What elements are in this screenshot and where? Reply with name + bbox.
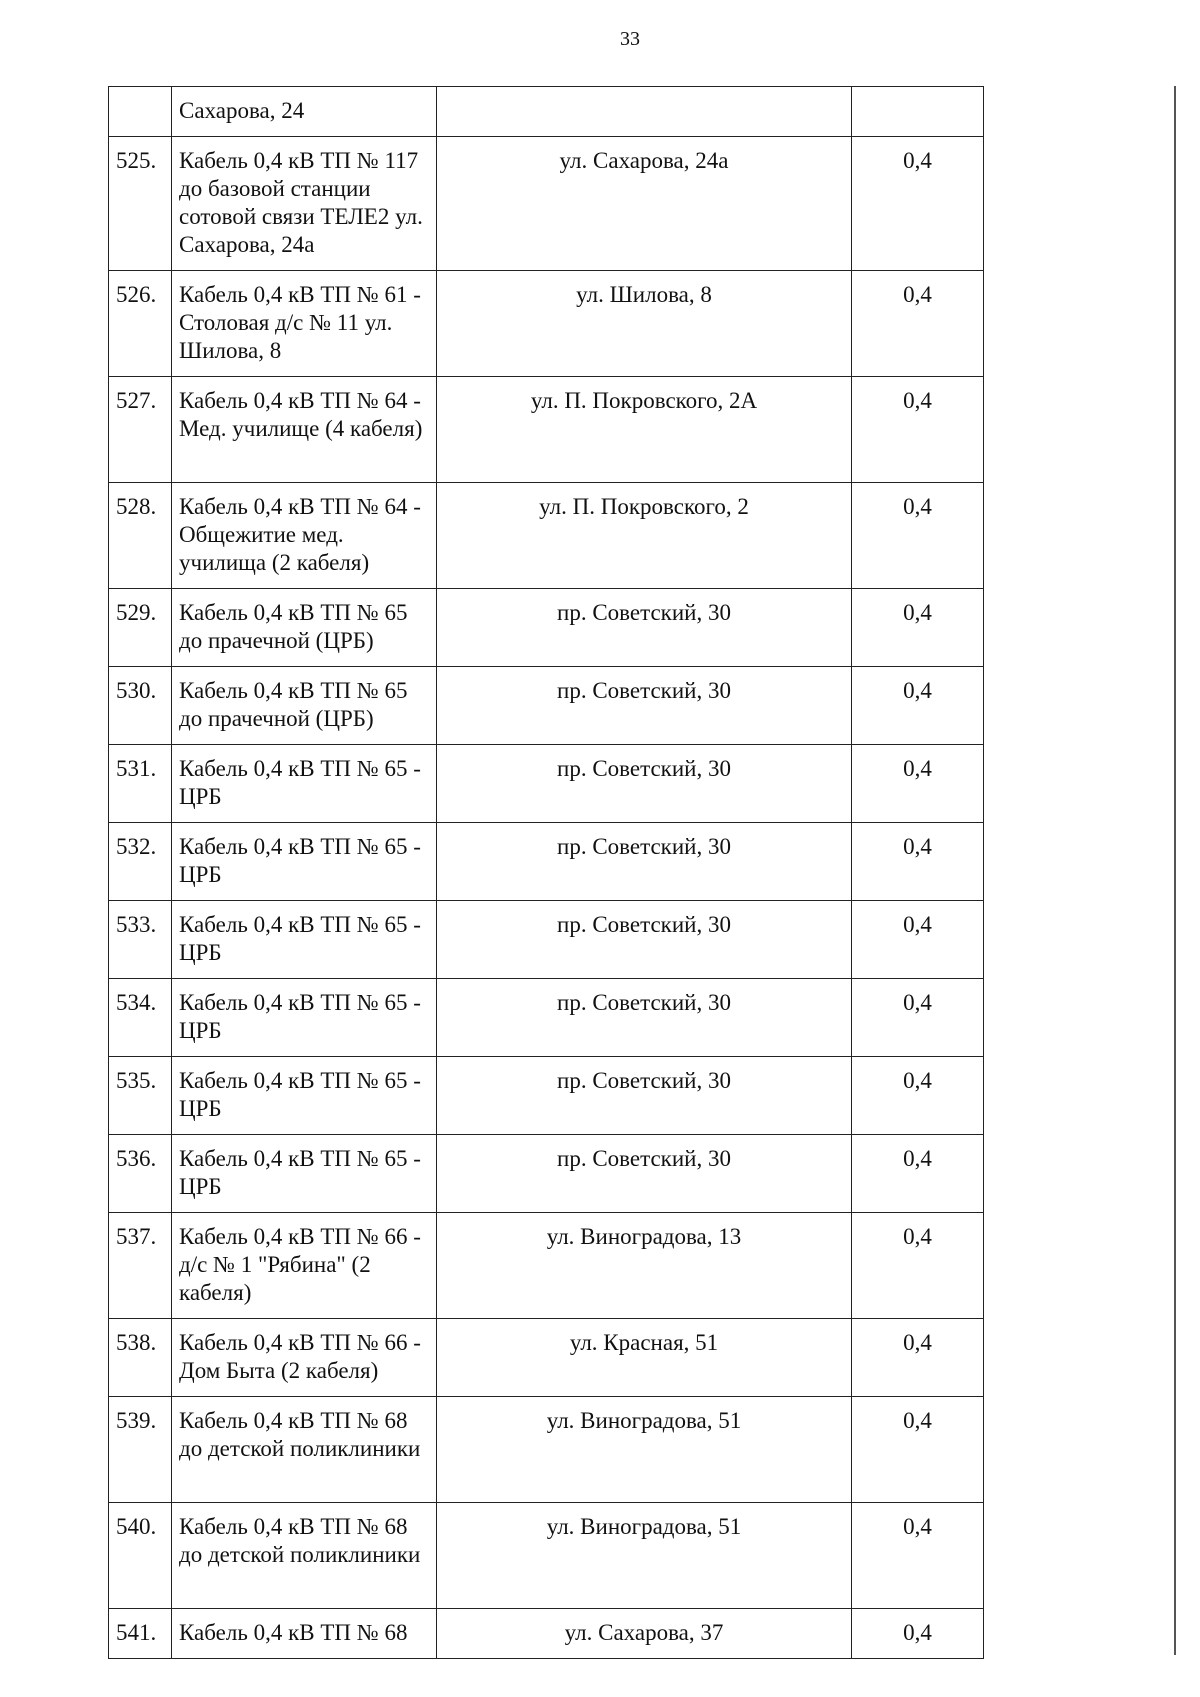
- address-cell: ул. Сахарова, 24а: [437, 137, 852, 271]
- cable-name-cell: Кабель 0,4 кВ ТП № 117 до базовой станции сотовой связи ТЕЛЕ2 ул. Сахарова, 24а: [172, 137, 437, 271]
- table-row: [109, 745, 984, 823]
- voltage-cell: 0,4: [852, 483, 984, 589]
- cable-name-cell: Кабель 0,4 кВ ТП № 66 - д/с № 1 "Рябина" (2 кабеля): [172, 1213, 437, 1319]
- cable-name-cell: Кабель 0,4 кВ ТП № 68 до детской поликлиники: [172, 1397, 437, 1503]
- row-number-cell: 538.: [109, 1319, 172, 1397]
- table-row: [109, 667, 984, 745]
- cable-name-cell: Кабель 0,4 кВ ТП № 64 - Мед. училище (4 кабеля): [172, 377, 437, 483]
- row-number-cell: 539.: [109, 1397, 172, 1503]
- row-number-cell: 536.: [109, 1135, 172, 1213]
- address-cell: пр. Советский, 30: [437, 901, 852, 979]
- row-number-cell: 535.: [109, 1057, 172, 1135]
- voltage-cell: 0,4: [852, 1609, 984, 1659]
- row-number-cell: 528.: [109, 483, 172, 589]
- table-row: [109, 483, 984, 589]
- address-cell: ул. П. Покровского, 2: [437, 483, 852, 589]
- table-row: [109, 979, 984, 1057]
- cable-name-cell: Кабель 0,4 кВ ТП № 68 до детской поликлиники: [172, 1503, 437, 1609]
- address-cell: пр. Советский, 30: [437, 745, 852, 823]
- right-margin-rule: [1174, 86, 1176, 1655]
- voltage-cell: 0,4: [852, 1057, 984, 1135]
- cable-name-cell: Кабель 0,4 кВ ТП № 65 - ЦРБ: [172, 745, 437, 823]
- address-cell: [437, 87, 852, 137]
- cable-name-cell: Кабель 0,4 кВ ТП № 65 до прачечной (ЦРБ): [172, 667, 437, 745]
- row-number-cell: 529.: [109, 589, 172, 667]
- voltage-cell: [852, 87, 984, 137]
- row-number-cell: 525.: [109, 137, 172, 271]
- address-cell: ул. Виноградова, 13: [437, 1213, 852, 1319]
- address-cell: пр. Советский, 30: [437, 979, 852, 1057]
- voltage-cell: 0,4: [852, 1135, 984, 1213]
- row-number-cell: 533.: [109, 901, 172, 979]
- address-cell: ул. Шилова, 8: [437, 271, 852, 377]
- voltage-cell: 0,4: [852, 745, 984, 823]
- address-cell: ул. Виноградова, 51: [437, 1397, 852, 1503]
- cable-name-cell: Сахарова, 24: [172, 87, 437, 137]
- table-row: [109, 823, 984, 901]
- table-row: [109, 377, 984, 483]
- address-cell: ул. Виноградова, 51: [437, 1503, 852, 1609]
- voltage-cell: 0,4: [852, 589, 984, 667]
- cable-name-cell: Кабель 0,4 кВ ТП № 68: [172, 1609, 437, 1659]
- cable-name-cell: Кабель 0,4 кВ ТП № 65 - ЦРБ: [172, 1057, 437, 1135]
- address-cell: пр. Советский, 30: [437, 1135, 852, 1213]
- row-number-cell: 541.: [109, 1609, 172, 1659]
- row-number-cell: 531.: [109, 745, 172, 823]
- row-number-cell: [109, 87, 172, 137]
- voltage-cell: 0,4: [852, 271, 984, 377]
- row-number-cell: 540.: [109, 1503, 172, 1609]
- table-row: [109, 1319, 984, 1397]
- voltage-cell: 0,4: [852, 377, 984, 483]
- registry-body: [109, 87, 984, 1659]
- address-cell: пр. Советский, 30: [437, 1057, 852, 1135]
- address-cell: ул. П. Покровского, 2А: [437, 377, 852, 483]
- cable-name-cell: Кабель 0,4 кВ ТП № 65 - ЦРБ: [172, 823, 437, 901]
- page-number: 33: [620, 28, 640, 50]
- cable-name-cell: Кабель 0,4 кВ ТП № 65 - ЦРБ: [172, 979, 437, 1057]
- voltage-cell: 0,4: [852, 823, 984, 901]
- voltage-cell: 0,4: [852, 137, 984, 271]
- voltage-cell: 0,4: [852, 1213, 984, 1319]
- voltage-cell: 0,4: [852, 901, 984, 979]
- voltage-cell: 0,4: [852, 667, 984, 745]
- voltage-cell: 0,4: [852, 979, 984, 1057]
- cable-name-cell: Кабель 0,4 кВ ТП № 65 - ЦРБ: [172, 901, 437, 979]
- address-cell: пр. Советский, 30: [437, 823, 852, 901]
- table-row: [109, 901, 984, 979]
- voltage-cell: 0,4: [852, 1397, 984, 1503]
- voltage-cell: 0,4: [852, 1503, 984, 1609]
- row-number-cell: 530.: [109, 667, 172, 745]
- voltage-cell: 0,4: [852, 1319, 984, 1397]
- cable-registry-table: [108, 86, 984, 1659]
- cable-name-cell: Кабель 0,4 кВ ТП № 66 - Дом Быта (2 кабеля): [172, 1319, 437, 1397]
- row-number-cell: 527.: [109, 377, 172, 483]
- table-row: [109, 1503, 984, 1609]
- table-row: [109, 1135, 984, 1213]
- table-row: [109, 137, 984, 271]
- row-number-cell: 532.: [109, 823, 172, 901]
- table-row: [109, 87, 984, 137]
- address-cell: пр. Советский, 30: [437, 667, 852, 745]
- row-number-cell: 537.: [109, 1213, 172, 1319]
- table-row: [109, 1213, 984, 1319]
- row-number-cell: 534.: [109, 979, 172, 1057]
- cable-name-cell: Кабель 0,4 кВ ТП № 65 до прачечной (ЦРБ): [172, 589, 437, 667]
- cable-name-cell: Кабель 0,4 кВ ТП № 64 - Общежитие мед. училища (2 кабеля): [172, 483, 437, 589]
- cable-name-cell: Кабель 0,4 кВ ТП № 61 - Столовая д/с № 11 ул. Шилова, 8: [172, 271, 437, 377]
- address-cell: ул. Красная, 51: [437, 1319, 852, 1397]
- table-row: [109, 271, 984, 377]
- address-cell: ул. Сахарова, 37: [437, 1609, 852, 1659]
- address-cell: пр. Советский, 30: [437, 589, 852, 667]
- row-number-cell: 526.: [109, 271, 172, 377]
- table-row: [109, 1057, 984, 1135]
- table-row: [109, 1609, 984, 1659]
- table-row: [109, 1397, 984, 1503]
- table-row: [109, 589, 984, 667]
- cable-name-cell: Кабель 0,4 кВ ТП № 65 - ЦРБ: [172, 1135, 437, 1213]
